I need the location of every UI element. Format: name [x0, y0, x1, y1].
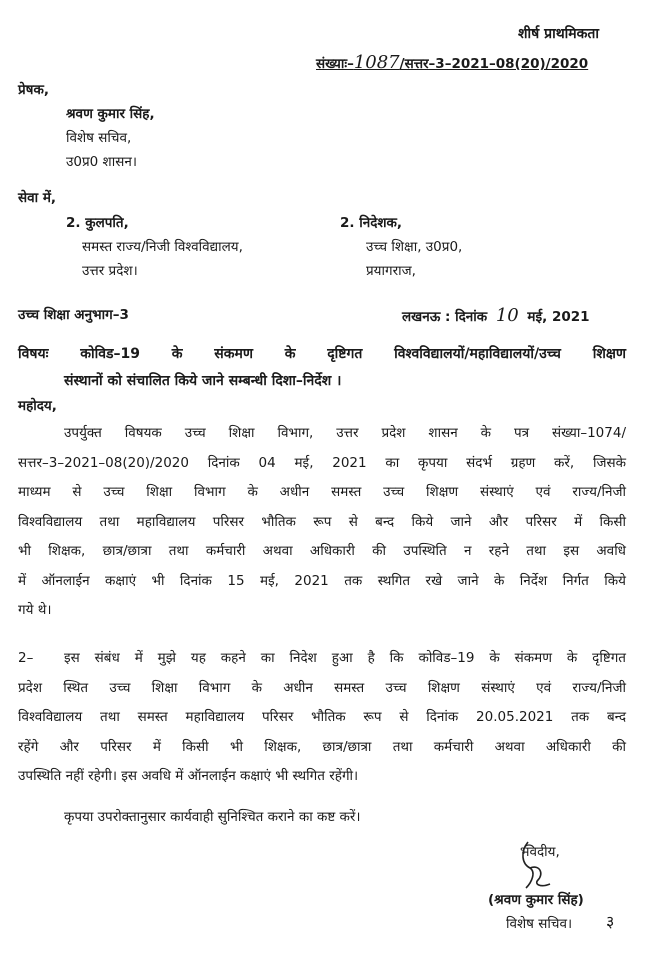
closing-request: कृपया उपरोक्तानुसार कार्यवाही सुनिश्चित कराने का कष्ट करें।	[64, 809, 361, 825]
ref-prefix: संख्याः–	[316, 56, 354, 72]
date-handwritten-day: 10	[495, 305, 519, 326]
para1-line: में ऑनलाईन कक्षाएं भी दिनांक 15 मई, 2021 तक स्थगित रखे जाने के निर्देश निर्गत किये	[18, 572, 626, 589]
recipient-left-line1: समस्त राज्य/निजी विश्वविद्यालय,	[82, 239, 243, 255]
paragraph-1	[18, 419, 626, 626]
place-date-prefix: लखनऊ : दिनांक	[402, 309, 488, 325]
para1-line: सत्तर–3–2021–08(20)/2020 दिनांक 04 मई, 2021 का कृपया संदर्भ ग्रहण करें, जिसके	[18, 454, 626, 471]
para2-first-line	[18, 644, 626, 674]
sender-name: श्रवण कुमार सिंह,	[66, 106, 155, 122]
subject-line-2: संस्थानों को संचालित किये जाने सम्बन्धी दिशा–निर्देश ।	[64, 373, 342, 389]
closing-salutation: भवदीय,	[520, 844, 560, 860]
handwritten-signature	[510, 838, 570, 898]
signatory-name: (श्रवण कुमार सिंह)	[488, 892, 584, 908]
recipient-right-line2: प्रयागराज,	[366, 263, 416, 279]
place-date	[402, 305, 590, 326]
sender-designation: विशेष सचिव,	[66, 130, 132, 146]
recipients-label: सेवा में,	[18, 190, 57, 206]
para1-line: माध्यम से उच्च शिक्षा विभाग के अधीन समस्त उच्च शिक्षण संस्थाएं एवं राज्य/निजी	[18, 484, 626, 500]
para2-line: विश्वविद्यालय तथा समस्त महाविद्यालय परिसर भौतिक रूप से दिनांक 20.05.2021 तक बन्द	[18, 709, 626, 725]
para1-line: गये थे।	[18, 602, 52, 618]
para2-line: रहेंगे और परिसर में किसी भी शिक्षक, छात्र/छात्रा तथा कर्मचारी अथवा अधिकारी की	[18, 738, 626, 755]
reference-number	[316, 52, 588, 73]
recipient-right-line1: उच्च शिक्षा, उ0प्र0,	[366, 239, 463, 255]
paragraph-2	[18, 644, 626, 792]
ref-handwritten-number: 1087	[353, 52, 400, 73]
recipient-right-title: 2. निदेशक,	[340, 215, 403, 231]
signatory-designation: विशेष सचिव।	[506, 916, 573, 932]
subject-line-1: विषयः कोविड–19 के संकमण के दृष्टिगत विश्वविद्यालयों/महाविद्यालयों/उच्च शिक्षण	[18, 346, 626, 362]
para2-line: इस संबंध में मुझे यह कहने का निदेश हुआ है कि कोविड–19 के संकमण के दृष्टिगत	[64, 650, 626, 666]
date-suffix: मई, 2021	[527, 309, 590, 325]
subject	[18, 341, 626, 395]
page-mark: ३	[606, 912, 615, 931]
priority-label: शीर्ष प्राथमिकता	[518, 26, 600, 42]
department-label: उच्च शिक्षा अनुभाग–3	[18, 307, 129, 323]
para1-line: भी शिक्षक, छात्र/छात्रा तथा कर्मचारी अथवा अधिकारी की उपस्थिति न रहने तथा इस अवधि	[18, 543, 626, 559]
para1-line: विश्वविद्यालय तथा महाविद्यालय परिसर भौतिक रूप से बन्द किये जाने और परिसर में किसी	[18, 513, 626, 530]
sender-label: प्रेषक,	[18, 82, 49, 98]
ref-suffix: /सत्तर–3–2021–08(20)/2020	[399, 56, 589, 72]
recipient-left-title: 2. कुलपति,	[66, 215, 129, 231]
para2-line: प्रदेश स्थित उच्च शिक्षा विभाग के अधीन समस्त उच्च शिक्षण संस्थाएं एवं राज्य/निजी	[18, 679, 626, 696]
para1-line: उपर्युक्त विषयक उच्च शिक्षा विभाग, उत्तर प्रदेश शासन के पत्र संख्या–1074/	[64, 425, 626, 441]
recipient-left-line2: उत्तर प्रदेश।	[82, 263, 138, 279]
salutation: महोदय,	[18, 398, 57, 414]
sender-office: उ0प्र0 शासन।	[66, 154, 137, 170]
para2-line: उपस्थिति नहीं रहेगी। इस अवधि में ऑनलाईन कक्षाएं भी स्थगित रहेंगी।	[18, 768, 359, 784]
para2-number: 2–	[18, 650, 34, 666]
